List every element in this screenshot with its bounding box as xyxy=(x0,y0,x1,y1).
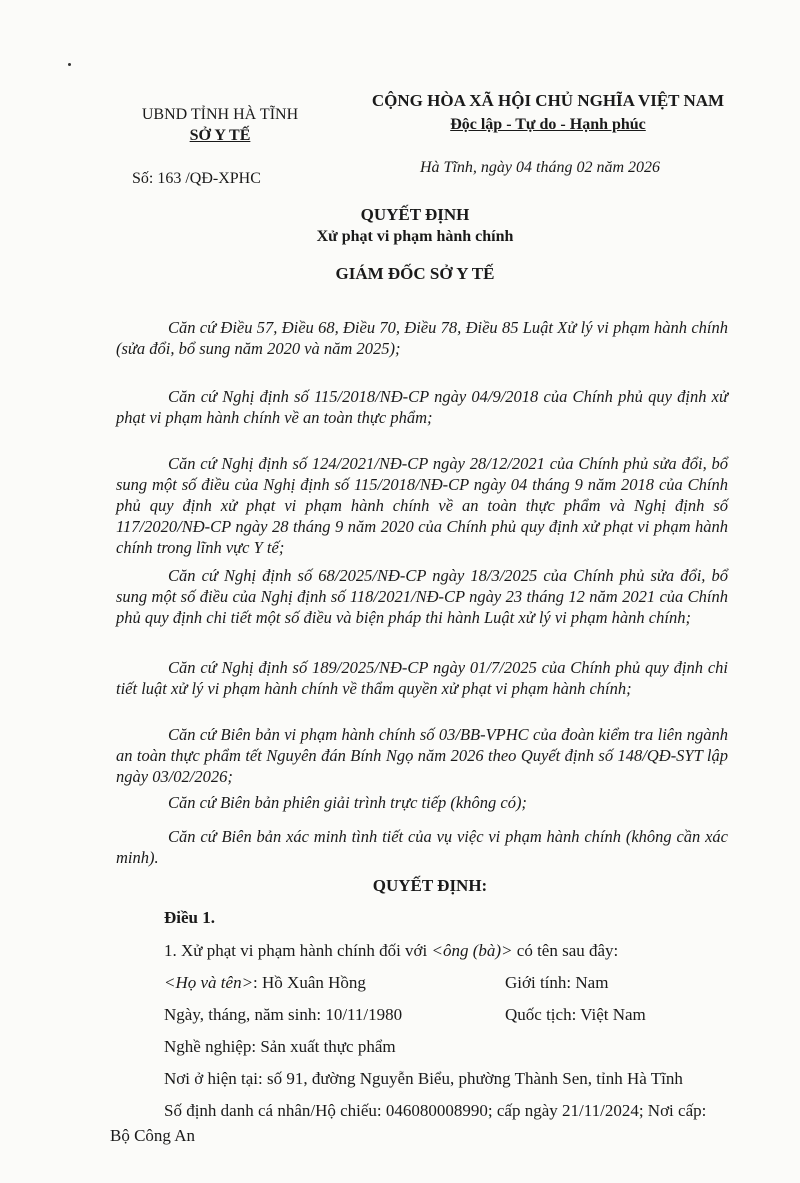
legal-basis-2: Căn cứ Nghị định số 115/2018/NĐ-CP ngày 04/9/2018 của Chính phủ quy định xử phạt vi phạm hành chính về an toàn thực phẩm; xyxy=(116,387,728,427)
violator-id: Số định danh cá nhân/Hộ chiếu: 046080008990; cấp ngày 21/11/2024; Nơi cấp: xyxy=(164,1101,707,1120)
document-title: QUYẾT ĐỊNH xyxy=(360,205,470,224)
violator-dob: Ngày, tháng, năm sinh: 10/11/1980 xyxy=(164,1005,403,1024)
legal-basis-6: Căn cứ Biên bản vi phạm hành chính số 03/BB-VPHC của đoàn kiểm tra liên ngành an toàn thực phẩm tết Nguyên đán Bính Ngọ năm 2026 theo Quyết định số 148/QĐ-SYT lập ngày 03/02/2026; xyxy=(116,725,728,786)
national-motto: Độc lập - Tự do - Hạnh phúc xyxy=(450,116,646,133)
legal-basis-1: Căn cứ Điều 57, Điều 68, Điều 70, Điều 78, Điều 85 Luật Xử lý vi phạm hành chính (sửa đổi, bổ sung năm 2020 và năm 2025); xyxy=(116,318,728,358)
violator-occupation: Nghề nghiệp: Sản xuất thực phẩm xyxy=(164,1037,396,1056)
decision-heading: QUYẾT ĐỊNH: xyxy=(372,876,488,895)
violator-gender: Giới tính: Nam xyxy=(505,973,609,992)
legal-basis-7: Căn cứ Biên bản phiên giải trình trực tiếp (không có); xyxy=(168,793,527,812)
legal-basis-5: Căn cứ Nghị định số 189/2025/NĐ-CP ngày 01/7/2025 của Chính phủ quy định chi tiết luật xử lý vi phạm hành chính về thẩm quyền xử phạt vi phạm hành chính; xyxy=(116,658,728,698)
national-title: CỘNG HÒA XÃ HỘI CHỦ NGHĨA VIỆT NAM xyxy=(371,91,725,110)
violator-nationality: Quốc tịch: Việt Nam xyxy=(505,1005,646,1024)
place-date: Hà Tĩnh, ngày 04 tháng 02 năm 2026 xyxy=(420,159,660,176)
article-heading: Điều 1. xyxy=(164,908,215,927)
issuer-title: GIÁM ĐỐC SỞ Y TẾ xyxy=(335,264,495,283)
violator-residence: Nơi ở hiện tại: số 91, đường Nguyễn Biểu, phường Thành Sen, tỉnh Hà Tĩnh xyxy=(164,1069,683,1088)
violator-id-issuer: Bộ Công An xyxy=(110,1126,196,1145)
agency-name: SỞ Y TẾ xyxy=(189,127,251,144)
legal-basis-4: Căn cứ Nghị định số 68/2025/NĐ-CP ngày 18/3/2025 của Chính phủ sửa đổi, bổ sung một số điều của Nghị định số 118/2021/NĐ-CP ngày 23 tháng 12 năm 2021 của Chính phủ quy định chi tiết một số điều và biện pháp thi hành Luật xử lý vi phạm hành chính; xyxy=(116,566,728,627)
speck-mark xyxy=(68,63,71,66)
document-subtitle: Xử phạt vi phạm hành chính xyxy=(316,228,514,245)
legal-basis-3: Căn cứ Nghị định số 124/2021/NĐ-CP ngày 28/12/2021 của Chính phủ sửa đổi, bổ sung một số điều của Nghị định số 115/2018/NĐ-CP ngày 04 tháng 9 năm 2018 của Chính phủ quy định xử phạt vi phạm hành chính về an toàn thực phẩm và Nghị định số 117/2020/NĐ-CP ngày 28 tháng 9 năm 2020 của Chính phủ quy định xử phạt vi phạm hành chính trong lĩnh vực Y tế; xyxy=(116,454,728,557)
document-number: Số: 163 /QĐ-XPHC xyxy=(132,170,261,187)
legal-basis-8: Căn cứ Biên bản xác minh tình tiết của vụ việc vi phạm hành chính (không cần xác minh). xyxy=(116,827,728,867)
violator-name: <Họ và tên>: Hồ Xuân Hồng xyxy=(164,973,366,992)
agency-parent: UBND TỈNH HÀ TĨNH xyxy=(141,106,299,123)
article-intro: 1. Xử phạt vi phạm hành chính đối với <ông (bà)> có tên sau đây: xyxy=(164,941,619,960)
